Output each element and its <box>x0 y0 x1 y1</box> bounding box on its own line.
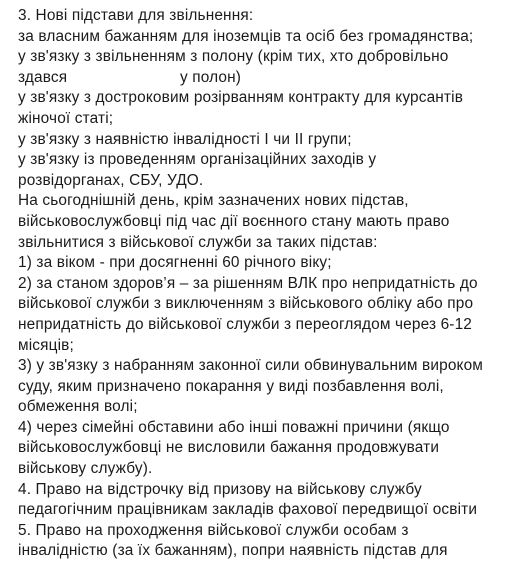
text-line-split <box>18 68 502 89</box>
text-fragment: здався <box>18 68 68 86</box>
text-line: 3) у зв'язку з набранням законної сили обвинувальним вироком <box>18 357 484 375</box>
text-line: за власним бажанням для іноземців та осіб без громадянства; <box>18 27 474 45</box>
text-line: обмеження волі; <box>18 398 138 416</box>
text-line: військовослужбовці під час дії воєнного стану мають право <box>18 212 450 230</box>
text-line: звільнитися з військової служби за таких підстав: <box>18 233 378 251</box>
text-line: жіночої статі; <box>18 109 114 127</box>
text-line: 4) через сімейні обставини або інші поважні причини (якщо <box>18 418 450 436</box>
text-fragment: у полон) <box>180 68 242 86</box>
text-line: На сьогоднішній день, крім зазначених нових підстав, <box>18 192 409 210</box>
text-line: 2) за станом здоров’я – за рішенням ВЛК про непридатність до <box>18 274 478 292</box>
text-line: педагогічним працівникам закладів фахової передвищої освіти <box>18 501 478 519</box>
text-line: військової служби з виключенням з військового обліку або про <box>18 295 474 313</box>
text-line: 3. Нові підстави для звільнення: <box>18 7 254 24</box>
document-text <box>18 6 502 562</box>
text-line: військовослужбовці не висловили бажання продовжувати <box>18 439 440 457</box>
text-line: 5. Право на проходження військової служби особам з <box>18 521 409 539</box>
text-line: у зв'язку з наявністю інвалідності І чи ІІ групи; <box>18 130 352 148</box>
text-line: у зв'язку із проведенням організаційних заходів у <box>18 151 377 169</box>
text-line: 4. Право на відстрочку від призову на військову службу <box>18 480 422 498</box>
text-line: у зв'язку з звільненням з полону (крім тих, хто добровільно <box>18 48 449 66</box>
text-line: місяців; <box>18 336 74 354</box>
text-line: військову службу). <box>18 460 153 478</box>
text-line: 1) за віком - при досягненні 60 річного віку; <box>18 254 332 272</box>
text-line: у зв'язку з достроковим розірванням контракту для курсантів <box>18 89 464 107</box>
text-line: непридатність до військової служби з переоглядом через 6-12 <box>18 315 472 333</box>
text-line: розвідорганах, СБУ, УДО. <box>18 171 204 189</box>
text-line: суду, яким призначено покарання у виді позбавлення волі, <box>18 377 444 395</box>
text-line: інвалідністю (за їх бажанням), попри наявність підстав для <box>18 542 448 560</box>
